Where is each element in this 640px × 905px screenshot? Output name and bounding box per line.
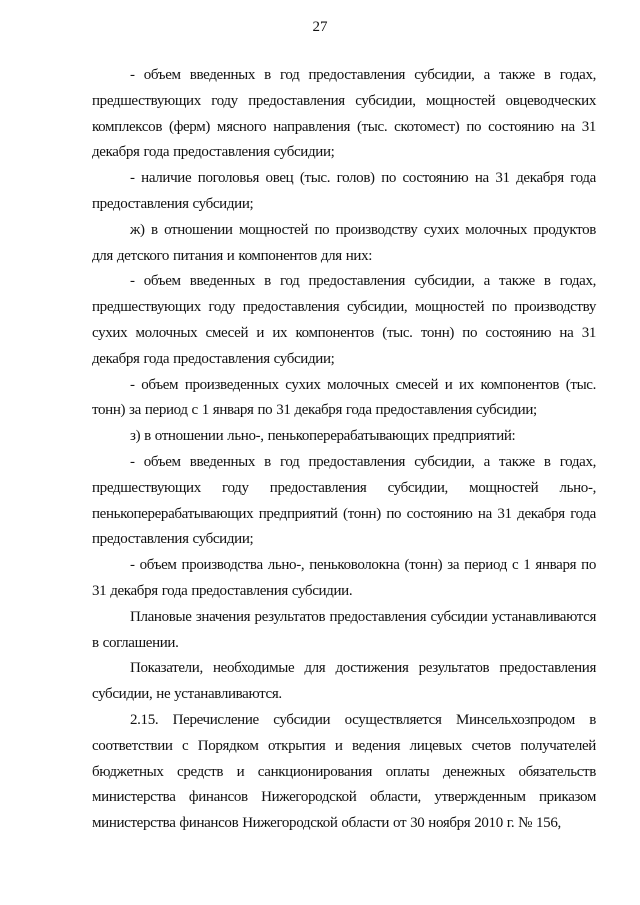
paragraph-planned-values: Плановые значения результатов предоставления субсидии устанавливаются в соглашении. [92, 608, 596, 651]
paragraph-flax-heading: з) в отношении льно-, пенькоперерабатывающих предприятий: [130, 428, 516, 445]
paragraph-flax-output: - объем производства льно-, пеньковолокна (тонн) за период с 1 января по 31 декабря года предоставления субсидии. [92, 557, 596, 599]
page-number: 27 [312, 19, 328, 35]
paragraph-indicators: Показатели, необходимые для достижения результатов предоставления субсидии, не устанавливаются. [92, 660, 596, 703]
paragraph-dry-milk-output: - объем произведенных сухих молочных смесей и их компонентов (тыс. тонн) за период с 1 января по 31 декабря года предоставления субсидии; [92, 376, 596, 419]
paragraph-sheep-complex-capacity: - объем введенных в год предоставления субсидии, а также в годах, предшествующих году предоставления субсидии, мощностей овцеводческих комплексов (ферм) мясного направления (тыс. скотомест) по состоянию на 31 декабря года предоставления субсидии; [92, 67, 596, 161]
paragraph-dry-milk-heading: ж) в отношении мощностей по производству сухих молочных продуктов для детского питания и компонентов для них: [92, 221, 596, 264]
paragraph-section-2-15: 2.15. Перечисление субсидии осуществляется Минсельхозпродом в соответствии с Порядком открытия и ведения лицевых счетов получателей бюджетных средств и санкционирования оплаты денежных обязательств министерства финансов Нижегородской области, утвержденным приказом министерства финансов Нижегородской области от 30 ноября 2010 г. № 156, [92, 711, 596, 832]
paragraph-sheep-livestock: - наличие поголовья овец (тыс. голов) по состоянию на 31 декабря года предоставления субсидии; [92, 170, 596, 212]
paragraph-dry-milk-capacity: - объем введенных в год предоставления субсидии, а также в годах, предшествующих году предоставления субсидии, мощностей по производству сухих молочных смесей и их компонентов (тыс. тонн) по состоянию на 31 декабря года предоставления субсидии; [92, 273, 596, 367]
document-body [92, 63, 596, 837]
paragraph-flax-capacity: - объем введенных в год предоставления субсидии, а также в годах, предшествующих году предоставления субсидии, мощностей льно-, пенькоперерабатывающих предприятий (тонн) по состоянию на 31 декабря года предоставления субсидии; [92, 453, 596, 548]
